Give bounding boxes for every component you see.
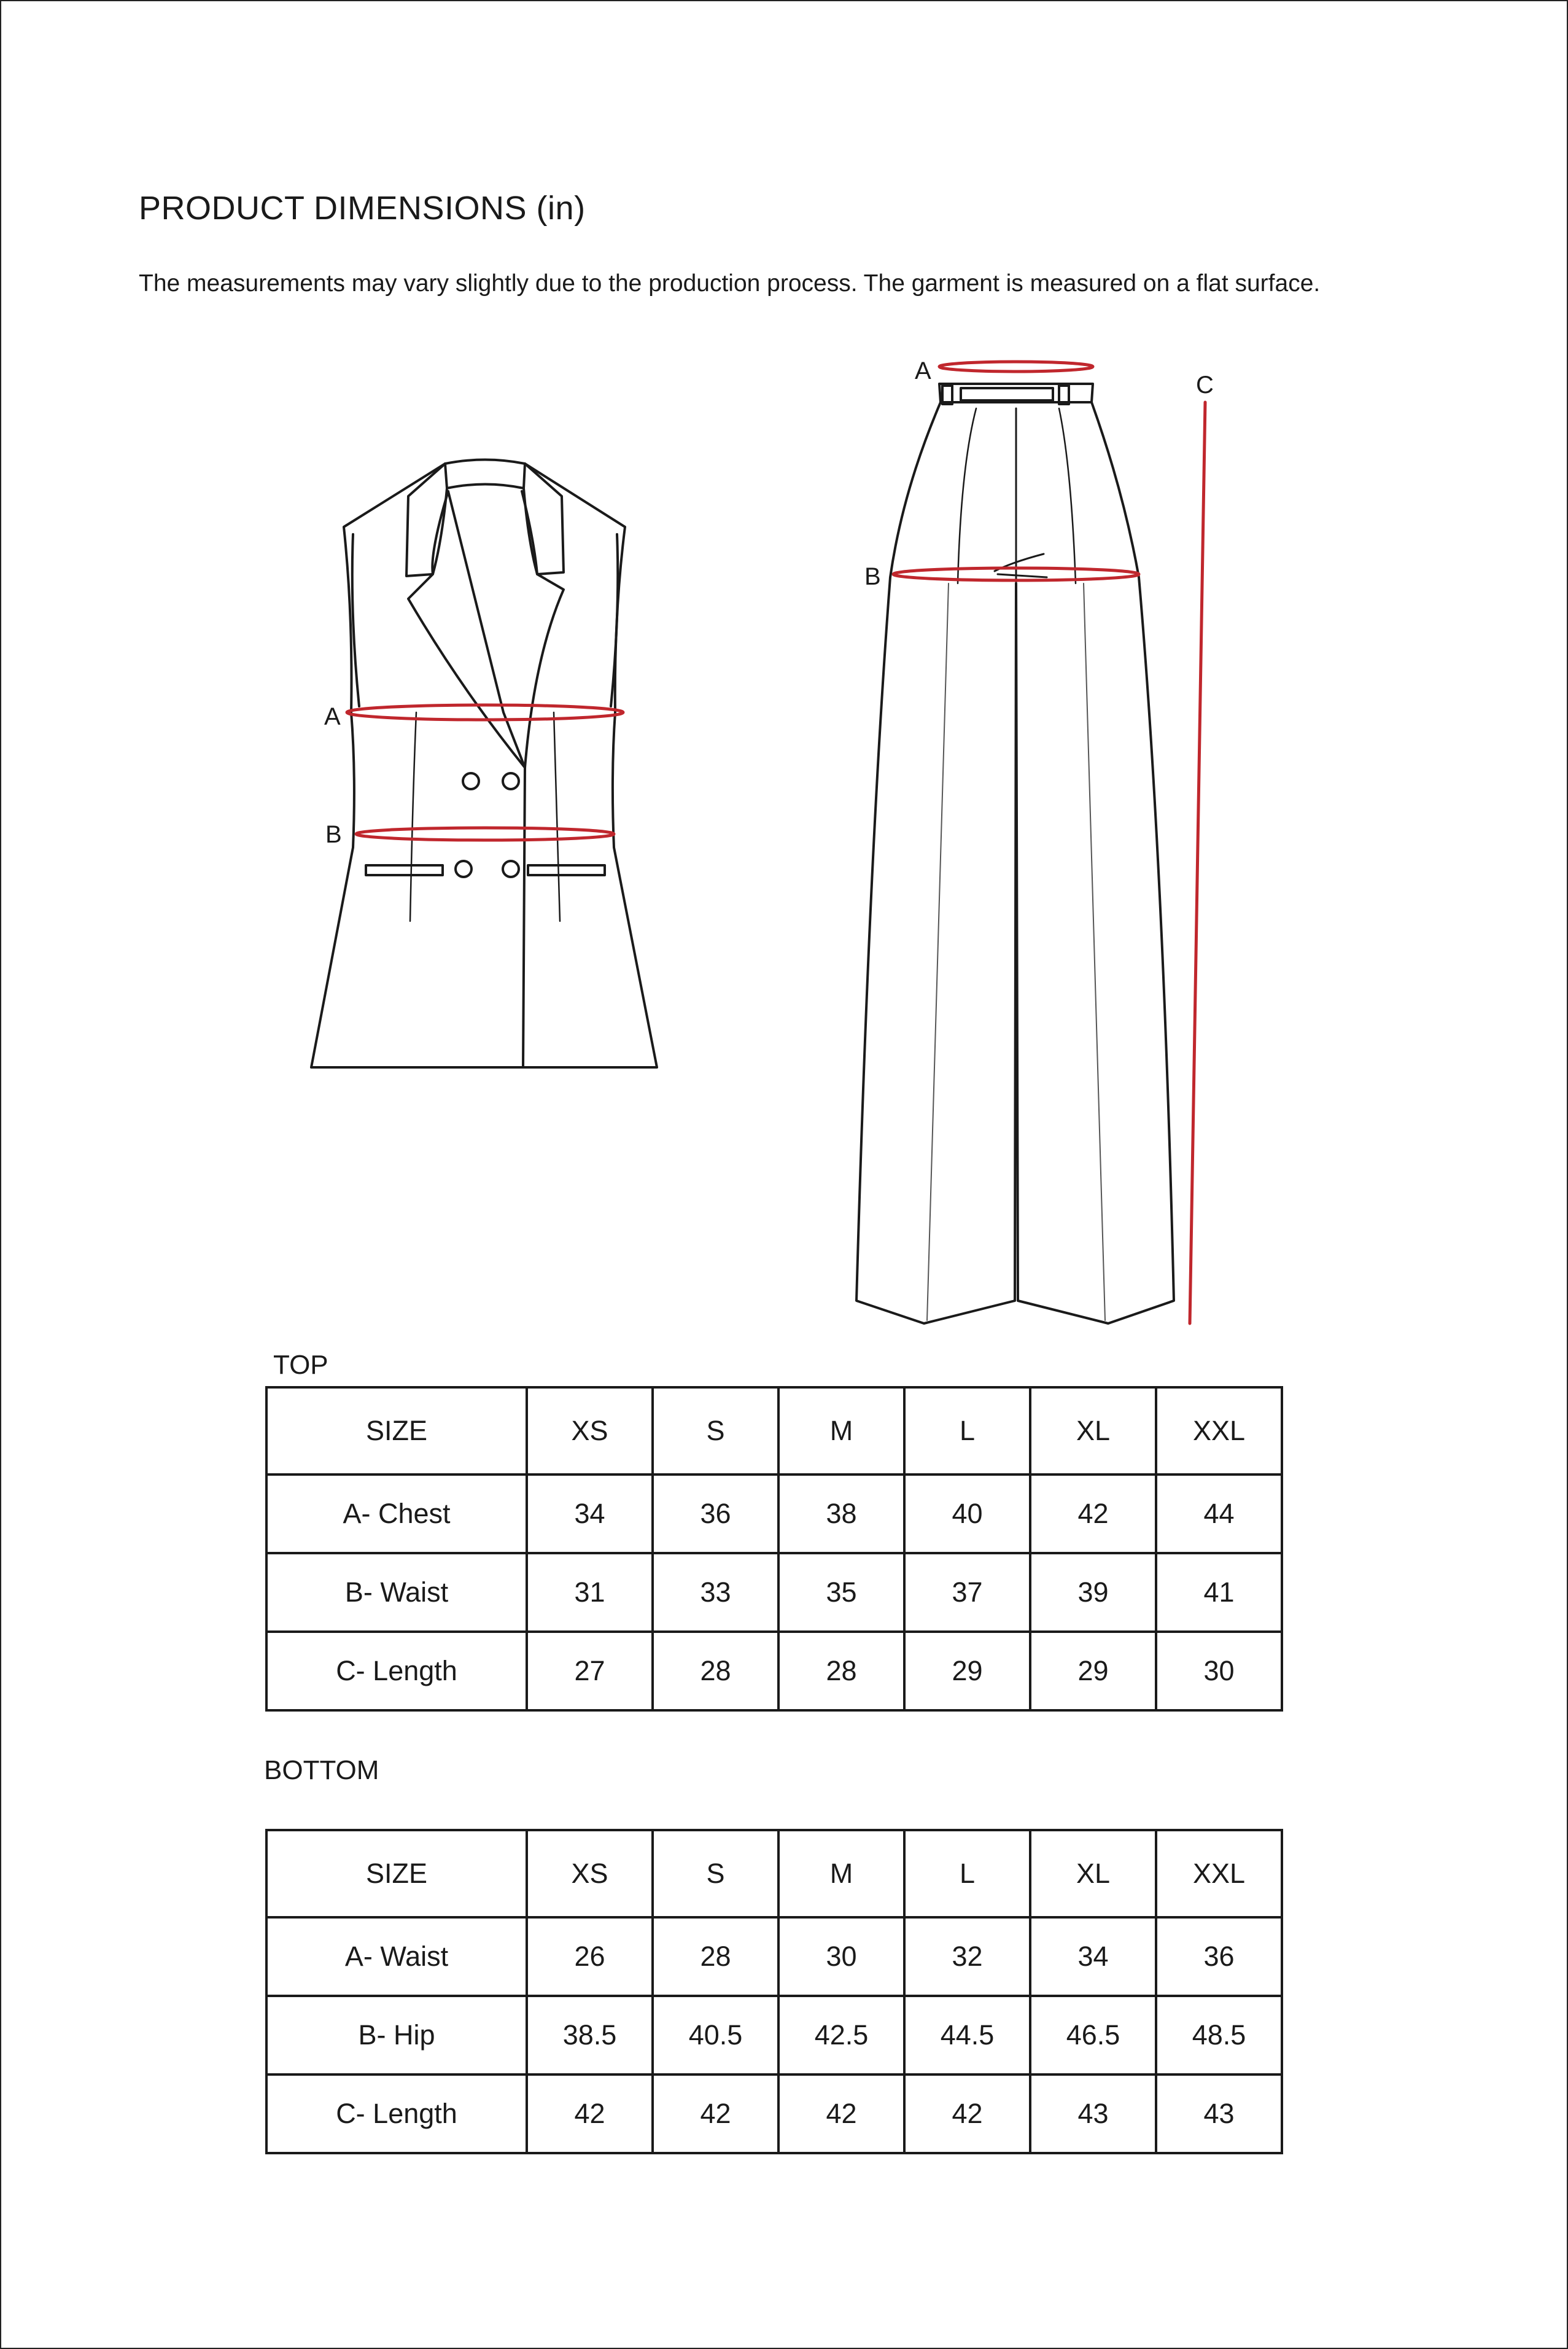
table-cell: 41	[1156, 1553, 1282, 1632]
table-row	[266, 1553, 1282, 1632]
header-cell: M	[778, 1387, 904, 1474]
vest-pocket-right	[528, 865, 605, 875]
table-header-row	[266, 1830, 1282, 1917]
table-cell: 44	[1156, 1474, 1282, 1553]
table-cell: 26	[527, 1917, 653, 1996]
header-cell: XXL	[1156, 1387, 1282, 1474]
row-label: C- Length	[266, 2074, 527, 2153]
header-cell: XL	[1030, 1387, 1156, 1474]
header-cell: XS	[527, 1387, 653, 1474]
table-row	[266, 1632, 1282, 1710]
table-cell: 36	[1156, 1917, 1282, 1996]
table-cell: 28	[653, 1632, 778, 1710]
table-cell: 42.5	[778, 1996, 904, 2074]
row-label: B- Hip	[266, 1996, 527, 2074]
vest-button	[463, 773, 479, 789]
table-cell: 39	[1030, 1553, 1156, 1632]
table-row	[266, 1917, 1282, 1996]
header-cell: XXL	[1156, 1830, 1282, 1917]
header-cell: S	[653, 1830, 778, 1917]
table-cell: 27	[527, 1632, 653, 1710]
vest-button	[503, 861, 519, 877]
table-cell: 43	[1156, 2074, 1282, 2153]
pants-label-b: B	[864, 563, 881, 590]
header-cell: SIZE	[266, 1830, 527, 1917]
table-cell: 42	[1030, 1474, 1156, 1553]
vest-label-a: A	[324, 703, 341, 730]
row-label: B- Waist	[266, 1553, 527, 1632]
table-row	[266, 1996, 1282, 2074]
vest-outline	[311, 464, 657, 1067]
vest-button	[456, 861, 472, 877]
table-cell: 38.5	[527, 1996, 653, 2074]
table-cell: 28	[653, 1917, 778, 1996]
vest-collar	[445, 460, 525, 489]
header-cell: S	[653, 1387, 778, 1474]
bottom-section-label: BOTTOM	[264, 1755, 379, 1785]
pants-label-a: A	[915, 357, 931, 384]
header-cell: XS	[527, 1830, 653, 1917]
table-cell: 43	[1030, 2074, 1156, 2153]
table-cell: 29	[904, 1632, 1030, 1710]
pants-diagram	[856, 362, 1205, 1323]
row-label: A- Chest	[266, 1474, 527, 1553]
top-section-label: TOP	[273, 1350, 328, 1380]
pants-label-c: C	[1196, 372, 1214, 399]
measurement-note: The measurements may vary slightly due to the production process. The garment is measured on a flat surface.	[139, 270, 1321, 297]
table-cell: 38	[778, 1474, 904, 1553]
header-cell: L	[904, 1830, 1030, 1917]
pants-waist-measure	[939, 362, 1093, 372]
table-header-row	[266, 1387, 1282, 1474]
table-cell: 40.5	[653, 1996, 778, 2074]
table-cell: 33	[653, 1553, 778, 1632]
table-cell: 34	[527, 1474, 653, 1553]
table-cell: 28	[778, 1632, 904, 1710]
vest-button	[503, 773, 519, 789]
table-cell: 34	[1030, 1917, 1156, 1996]
table-row	[266, 2074, 1282, 2153]
table-cell: 42	[653, 2074, 778, 2153]
table-cell: 48.5	[1156, 1996, 1282, 2074]
page-title: PRODUCT DIMENSIONS (in)	[139, 190, 586, 227]
header-cell: M	[778, 1830, 904, 1917]
table-cell: 31	[527, 1553, 653, 1632]
table-cell: 40	[904, 1474, 1030, 1553]
table-cell: 42	[904, 2074, 1030, 2153]
table-cell: 30	[1156, 1632, 1282, 1710]
pants-length-measure	[1190, 402, 1205, 1323]
header-cell: L	[904, 1387, 1030, 1474]
table-cell: 35	[778, 1553, 904, 1632]
vest-lapel-left	[408, 491, 525, 768]
vest-waist-measure	[356, 828, 614, 840]
table-cell: 30	[778, 1917, 904, 1996]
row-label: C- Length	[266, 1632, 527, 1710]
table-cell: 32	[904, 1917, 1030, 1996]
table-cell: 36	[653, 1474, 778, 1553]
table-cell: 42	[527, 2074, 653, 2153]
bottom-size-table	[265, 1829, 1283, 2154]
table-cell: 42	[778, 2074, 904, 2153]
vest-diagram	[311, 460, 657, 1068]
table-row	[266, 1474, 1282, 1553]
header-cell: SIZE	[266, 1387, 527, 1474]
top-size-table	[265, 1386, 1283, 1712]
table-cell: 29	[1030, 1632, 1156, 1710]
vest-label-b: B	[325, 821, 342, 848]
table-cell: 46.5	[1030, 1996, 1156, 2074]
header-cell: XL	[1030, 1830, 1156, 1917]
row-label: A- Waist	[266, 1917, 527, 1996]
table-cell: 37	[904, 1553, 1030, 1632]
table-cell: 44.5	[904, 1996, 1030, 2074]
vest-pocket-left	[366, 865, 443, 875]
